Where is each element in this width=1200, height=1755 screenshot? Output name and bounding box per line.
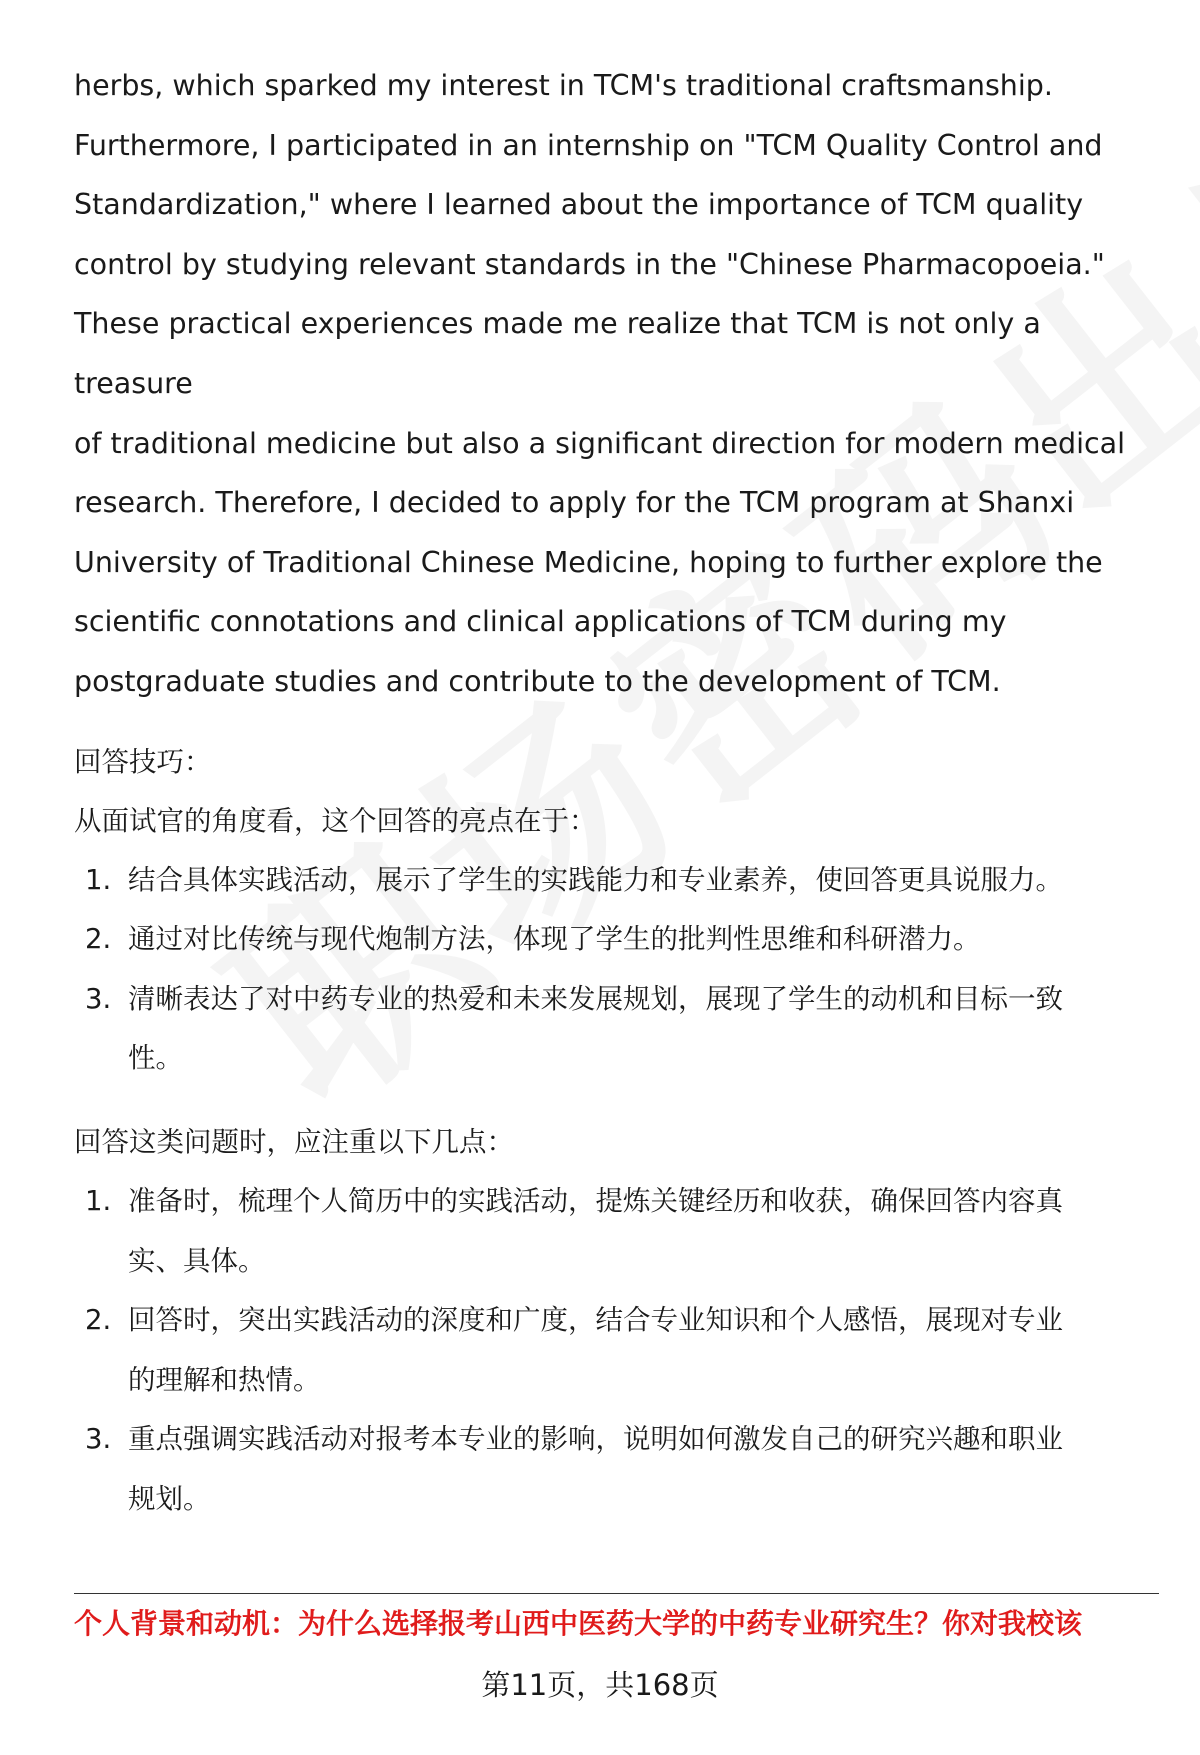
- paragraph-line: research. Therefore, I decided to apply for the TCM program at Shanxi: [74, 486, 1075, 520]
- list-number: 3.: [85, 1423, 112, 1456]
- highlights-list: [74, 851, 1164, 1089]
- paragraph-line: Furthermore, I participated in an internship on "TCM Quality Control and: [74, 128, 1103, 162]
- paragraph-line: of traditional medicine but also a significant direction for modern medical: [74, 426, 1126, 460]
- paragraph-line: control by studying relevant standards in the "Chinese Pharmacopoeia.": [74, 247, 1105, 281]
- paragraph-line: These practical experiences made me realize that TCM is not only a treasure: [74, 307, 1041, 400]
- points-heading: 回答这类问题时，应注重以下几点：: [74, 1125, 514, 1158]
- list-item-text: 重点强调实践活动对报考本专业的影响，说明如何激发自己的研究兴趣和职业: [128, 1423, 1063, 1456]
- paragraph-line: postgraduate studies and contribute to the development of TCM.: [74, 664, 1001, 698]
- tips-intro: 从面试官的角度看，这个回答的亮点在于：: [74, 804, 597, 837]
- list-item-text: 回答时，突出实践活动的深度和广度，结合专业知识和个人感悟，展现对专业: [128, 1304, 1063, 1337]
- list-item: [74, 970, 1164, 1089]
- list-number: 1.: [85, 863, 112, 896]
- document-body: [74, 56, 1164, 1529]
- list-number: 3.: [85, 982, 112, 1015]
- next-question-heading: 个人背景和动机：为什么选择报考山西中医药大学的中药专业研究生？你对我校该: [74, 1607, 1083, 1640]
- page-number: 第11页，共168页: [481, 1668, 719, 1702]
- paragraph-line: University of Traditional Chinese Medicine, hoping to further explore the: [74, 545, 1103, 579]
- list-number: 2.: [85, 923, 112, 956]
- points-list: [74, 1172, 1164, 1530]
- section-divider: [74, 1593, 1159, 1594]
- list-item-text: 准备时，梳理个人简历中的实践活动，提炼关键经历和收获，确保回答内容真: [128, 1184, 1063, 1217]
- list-item-text-continued: 的理解和热情。: [128, 1363, 321, 1396]
- list-item-text: 通过对比传统与现代炮制方法，体现了学生的批判性思维和科研潜力。: [128, 923, 981, 956]
- list-item-text: 清晰表达了对中药专业的热爱和未来发展规划，展现了学生的动机和目标一致: [128, 982, 1063, 1015]
- list-item: [74, 910, 1164, 970]
- list-item-text-continued: 实、具体。: [128, 1244, 266, 1277]
- paragraph-line: Standardization," where I learned about the importance of TCM quality: [74, 188, 1084, 222]
- tips-label: 回答技巧：: [74, 745, 212, 778]
- list-item: [74, 1410, 1164, 1529]
- paragraph-line: scientific connotations and clinical applications of TCM during my: [74, 605, 1007, 639]
- paragraph-line: herbs, which sparked my interest in TCM's traditional craftsmanship.: [74, 69, 1053, 102]
- list-item-text-continued: 性。: [128, 1042, 183, 1075]
- list-item: [74, 851, 1164, 911]
- list-number: 1.: [85, 1184, 112, 1217]
- list-item-text-continued: 规划。: [128, 1482, 211, 1515]
- list-item-text: 结合具体实践活动，展示了学生的实践能力和专业素养，使回答更具说服力。: [128, 863, 1063, 896]
- list-item: [74, 1172, 1164, 1291]
- list-item: [74, 1291, 1164, 1410]
- answer-paragraph: [74, 56, 1164, 712]
- list-number: 2.: [85, 1304, 112, 1337]
